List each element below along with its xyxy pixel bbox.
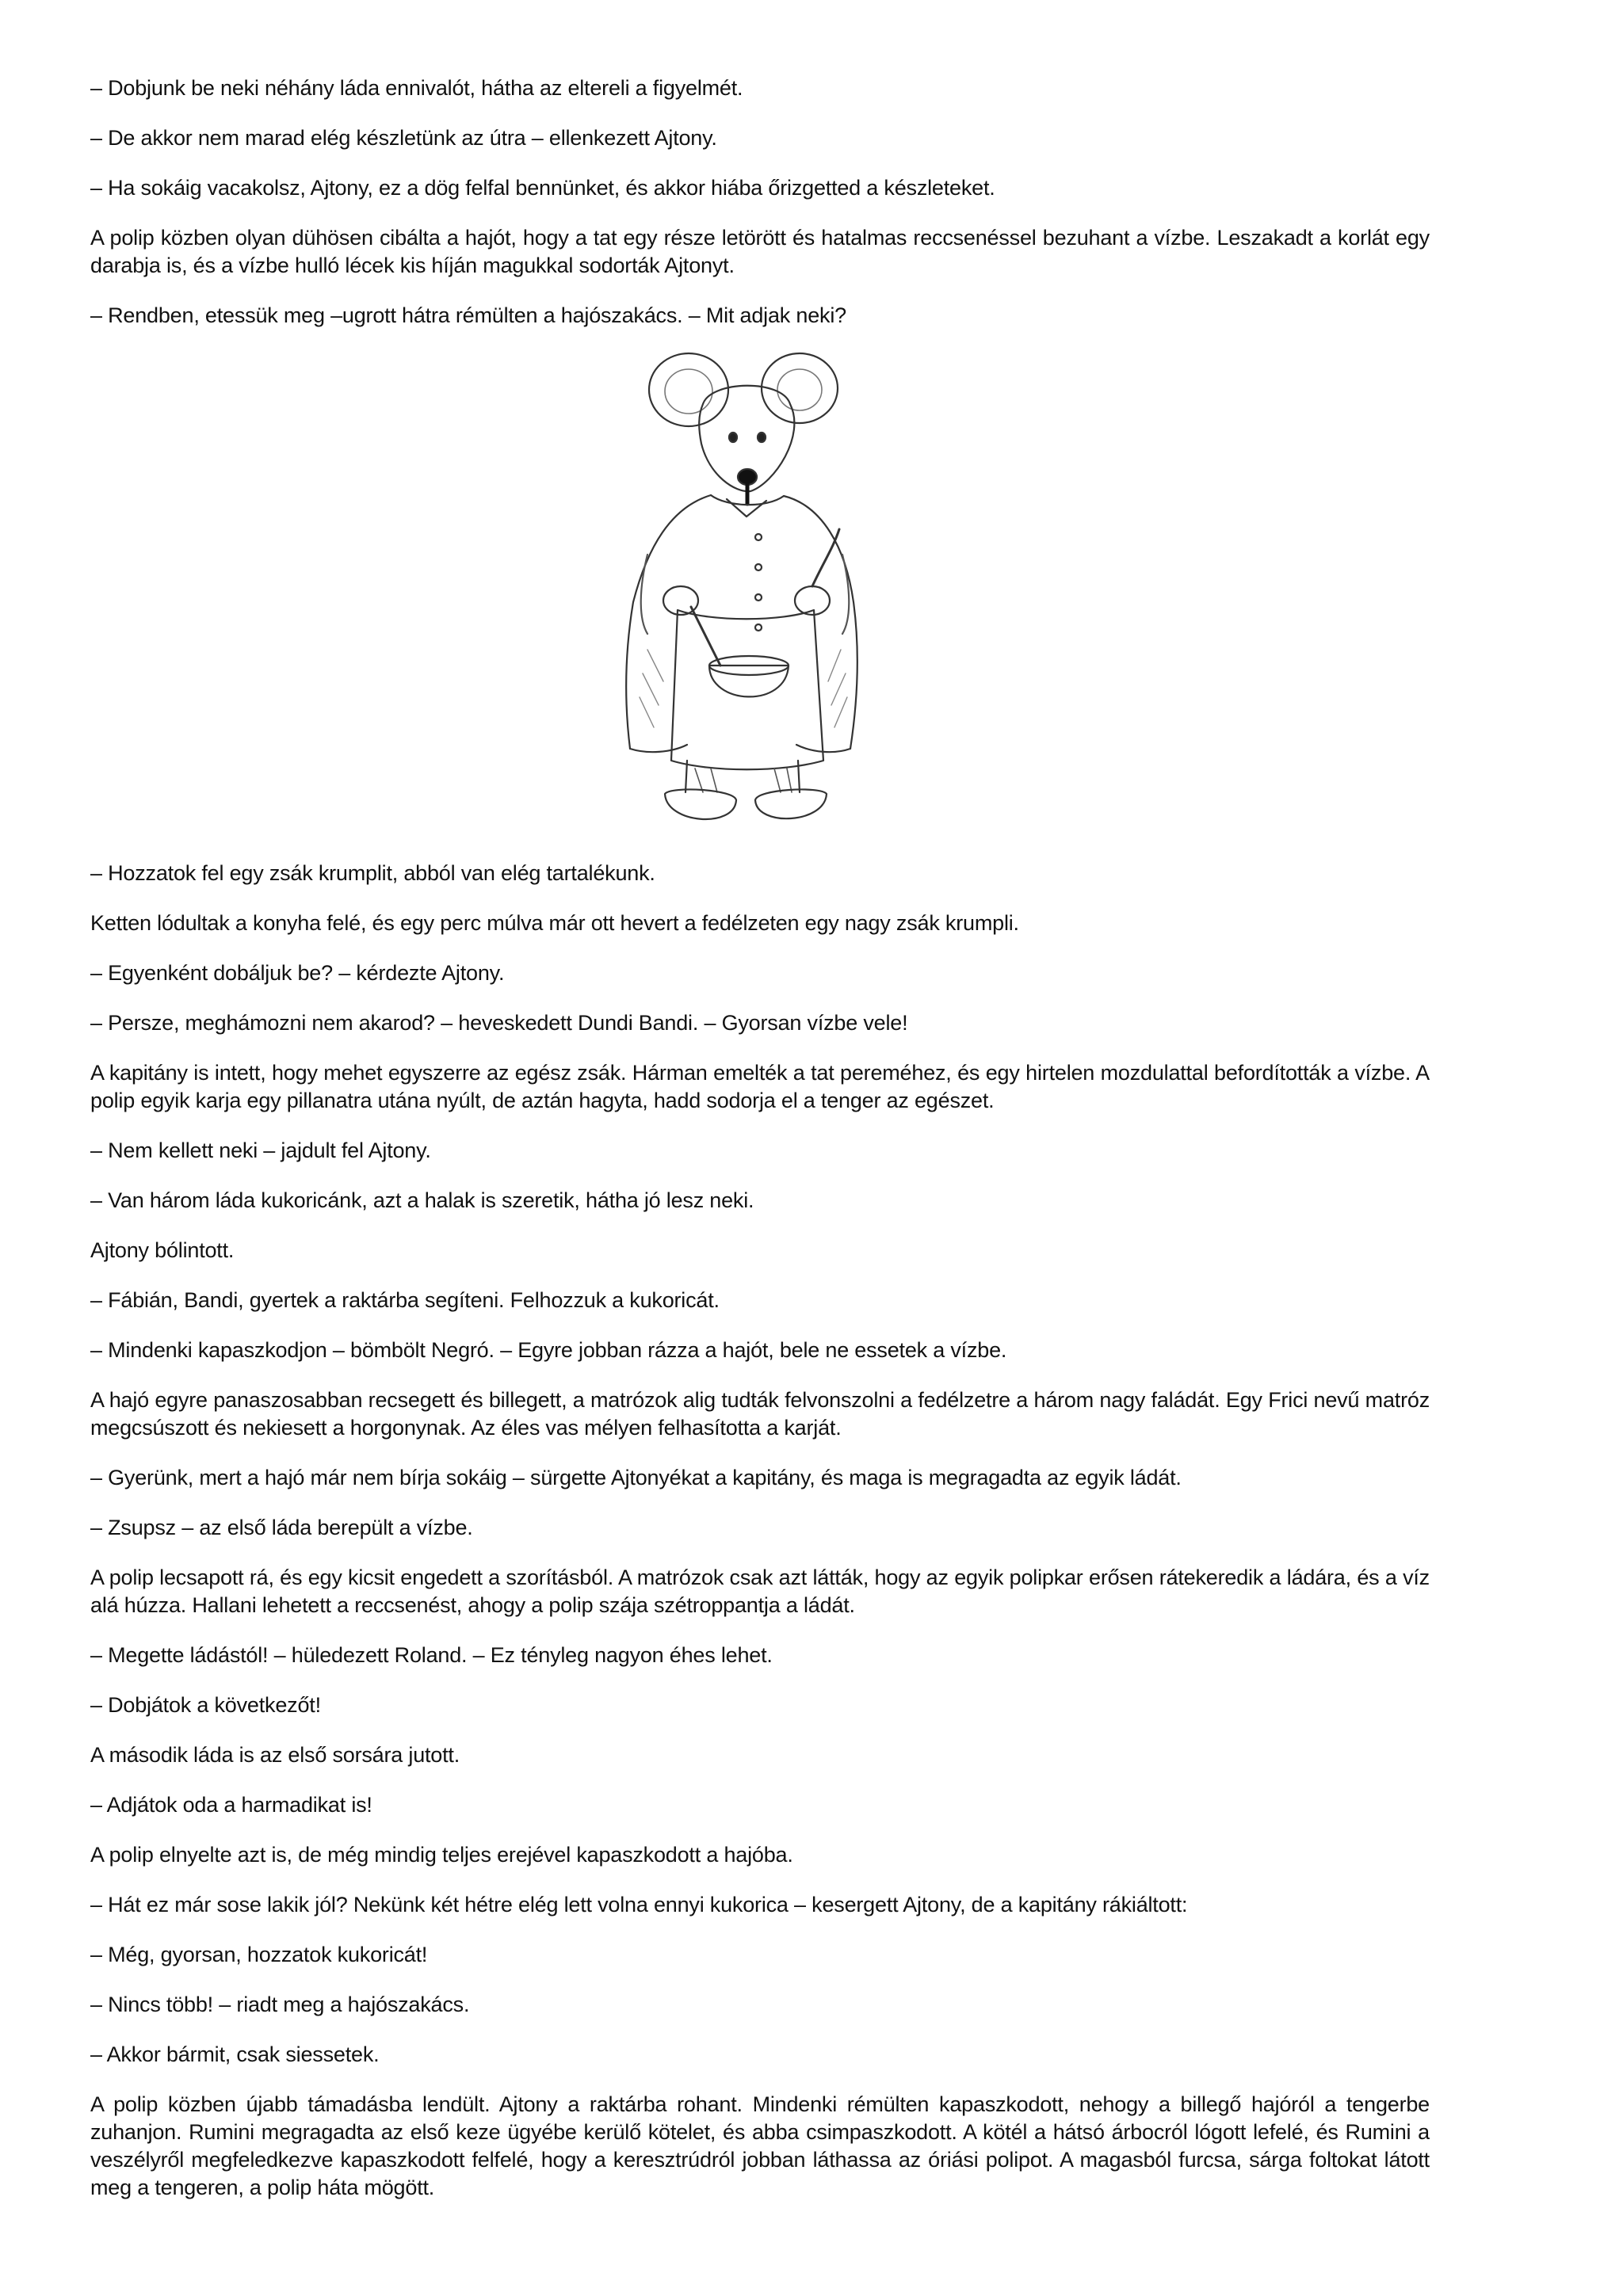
paragraph: A polip elnyelte azt is, de még mindig teljes erejével kapaszkodott a hajóba.	[90, 1843, 793, 1867]
right-ear	[762, 353, 838, 423]
paragraph: – Gyerünk, mert a hajó már nem bírja sokáig – sürgette Ajtonyékat a kapitány, és maga is megragadta az egyik ládát.	[90, 1466, 1182, 1489]
paragraph: – Rendben, etessük meg –ugrott hátra rémülten a hajószakács. – Mit adjak neki?	[90, 303, 846, 327]
paragraph: – De akkor nem marad elég készletünk az útra – ellenkezett Ajtony.	[90, 126, 717, 150]
paragraph: Ajtony bólintott.	[90, 1238, 235, 1262]
paragraph: – Dobjátok a következőt!	[90, 1693, 321, 1717]
paragraph: A polip közben újabb támadásba lendült. Ajtony a raktárba rohant. Mindenki rémülten kapaszkodott, nehogy a billegő hajóról a tengerbe zuhanjon. Rumini megragadta az első keze ügyébe kerülő kötelet, és abba csimpaszkodott. A kötél a hátsó árbocról lógott lefelé, és Rumini a veszélyről megfeledkezve kapaszkodott felfelé, hogy a keresztrúdról jobban láthassa az óriási polipot. A magasból furcsa, sárga foltokat látott meg a tengeren, a polip háta mögött.	[90, 2092, 1430, 2199]
paragraph: – Persze, meghámozni nem akarod? – heveskedett Dundi Bandi. – Gyorsan vízbe vele!	[90, 1011, 908, 1035]
left-ear	[649, 353, 728, 426]
paragraph: – Hozzatok fel egy zsák krumplit, abból van elég tartalékunk.	[90, 861, 655, 885]
nose	[738, 469, 757, 485]
paragraph: A kapitány is intett, hogy mehet egyszerre az egész zsák. Hárman emelték a tat pereméhez, és egy hirtelen mozdulattal befordították a vízbe. A polip egyik karja egy pillanatra utána nyúlt, de aztán hagyta, hadd sodorja el a tenger az egészet.	[90, 1061, 1430, 1112]
paragraph: – Van három láda kukoricánk, azt a halak is szeretik, hátha jó lesz neki.	[90, 1188, 754, 1212]
paragraph: – Nem kellett neki – jajdult fel Ajtony.	[90, 1138, 431, 1162]
paragraph: – Fábián, Bandi, gyertek a raktárba segíteni. Felhozzuk a kukoricát.	[90, 1288, 720, 1312]
paragraph: A polip lecsapott rá, és egy kicsit engedett a szorításból. A matrózok csak azt látták, hogy az egyik polipkar erősen rátekeredik a ládára, és a víz alá húzza. Hallani lehetett a reccsenést, ahogy a polip szája szétroppantja a ládát.	[90, 1566, 1430, 1617]
paragraph: – Nincs több! – riadt meg a hajószakács.	[90, 1993, 470, 2016]
paragraph: – Hát ez már sose lakik jól? Nekünk két hétre elég lett volna ennyi kukorica – kesergett Ajtony, de a kapitány rákiáltott:	[90, 1893, 1188, 1917]
left-shoe	[665, 789, 736, 819]
page-text	[90, 74, 1430, 2224]
paragraph: A második láda is az első sorsára jutott.	[90, 1743, 460, 1767]
right-shoe	[755, 789, 827, 818]
paragraph: A polip közben olyan dühösen cibálta a hajót, hogy a tat egy része letörött és hatalmas reccsenéssel bezuhant a vízbe. Leszakadt a korlát egy darabja is, és a vízbe hulló lécek kis híján magukkal sodorták Ajtonyt.	[90, 226, 1430, 277]
paragraph: – Adjátok oda a harmadikat is!	[90, 1793, 372, 1817]
paragraph: – Ha sokáig vacakolsz, Ajtony, ez a dög felfal bennünket, és akkor hiába őrizgetted a készleteket.	[90, 176, 995, 200]
paragraph: – Még, gyorsan, hozzatok kukoricát!	[90, 1943, 428, 1966]
pot	[709, 666, 789, 696]
paragraph: – Egyenként dobáljuk be? – kérdezte Ajtony.	[90, 961, 505, 985]
paragraph: – Dobjunk be neki néhány láda ennivalót, hátha az eltereli a figyelmét.	[90, 76, 743, 100]
paragraph: – Akkor bármit, csak siessetek.	[90, 2042, 380, 2066]
paragraph: – Zsupsz – az első láda berepült a vízbe.	[90, 1516, 473, 1539]
apron	[671, 610, 823, 769]
mouse-cook-illustration	[90, 349, 1430, 844]
paragraph: A hajó egyre panaszosabban recsegett és billegett, a matrózok alig tudták felvonszolni a fedélzetre a három nagy faládát. Egy Frici nevű matróz megcsúszott és nekiesett a horgonynak. Az éles vas mélyen felhasította a karját.	[90, 1388, 1430, 1440]
paragraph: Ketten lódultak a konyha felé, és egy perc múlva már ott hevert a fedélzeten egy nagy zsák krumpli.	[90, 911, 1019, 935]
paragraph: – Megette ládástól! – hüledezett Roland. – Ez tényleg nagyon éhes lehet.	[90, 1643, 773, 1667]
paragraph: – Mindenki kapaszkodjon – bömbölt Negró. – Egyre jobban rázza a hajót, bele ne essetek a vízbe.	[90, 1338, 1007, 1362]
mouse-cook-drawing	[616, 349, 869, 840]
